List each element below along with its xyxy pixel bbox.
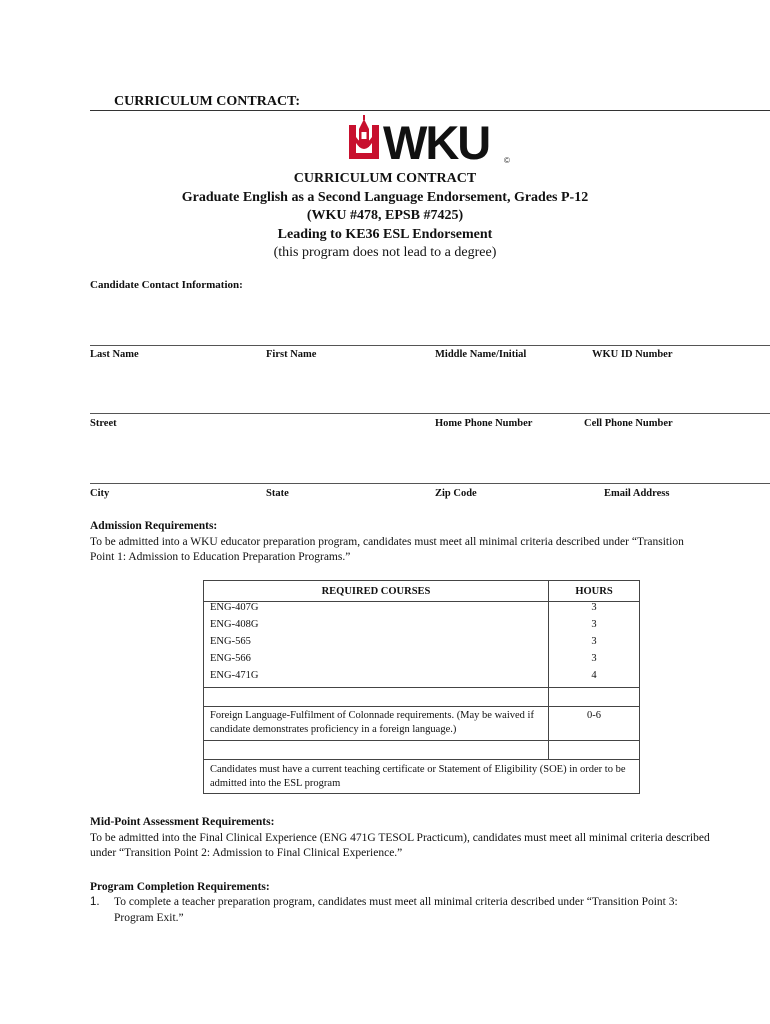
title-line-1: CURRICULUM CONTRACT [293, 171, 477, 186]
header-title: CURRICULUM CONTRACT: [114, 94, 301, 109]
title-line-5: (this program does not lead to a degree) [273, 245, 497, 260]
course-cell: ENG-408G [204, 619, 549, 636]
table-row [204, 653, 640, 670]
hours-cell: 3 [549, 653, 640, 670]
title-block [60, 170, 710, 263]
admission-section [90, 519, 710, 566]
midpoint-text: To be admitted into the Final Clinical Experience (ENG 471G TESOL Practicum), candidates must meet all minimal criteria described under “Transition Point 2: Admission to Final Clinical Experience.” [90, 831, 710, 859]
required-courses-table [203, 580, 640, 794]
city-label: City [90, 488, 110, 499]
list-item-text: To complete a teacher preparation program, candidates must meet all minimal criteria described under “Transition Point 3: Program Exit.” [114, 896, 678, 924]
completion-heading: Program Completion Requirements: [90, 881, 270, 893]
street-label: Street [90, 418, 117, 429]
contact-line-3[interactable] [90, 483, 770, 484]
list-item-number: 1. [90, 896, 100, 908]
midpoint-heading: Mid-Point Assessment Requirements: [90, 816, 275, 828]
table-header-row [204, 581, 640, 602]
middle-name-label: Middle Name/Initial [435, 349, 527, 360]
table-row [204, 619, 640, 636]
blank-row [204, 688, 640, 707]
course-cell: ENG-566 [204, 653, 549, 670]
home-phone-label: Home Phone Number [435, 418, 533, 429]
hours-cell: 3 [549, 602, 640, 620]
required-courses-header: REQUIRED COURSES [204, 581, 549, 602]
blank-row [204, 741, 640, 760]
foreign-language-cell: Foreign Language-Fulfilment of Colonnade requirements. (May be waived if candidate demonstrates proficiency in a foreign language.) [204, 707, 549, 741]
table-row [204, 602, 640, 620]
list-item [90, 895, 710, 926]
contact-heading: Candidate Contact Information: [90, 279, 243, 291]
certificate-note: Candidates must have a current teaching certificate or Statement of Eligibility (SOE) in order to be admitted into the ESL program [204, 760, 640, 794]
wku-id-label: WKU ID Number [592, 349, 673, 360]
hours-cell: 3 [549, 636, 640, 653]
course-cell: ENG-565 [204, 636, 549, 653]
contact-line-1[interactable] [90, 345, 770, 346]
first-name-label: First Name [266, 349, 317, 360]
email-label: Email Address [604, 488, 670, 499]
admission-heading: Admission Requirements: [90, 520, 218, 532]
contact-line-2[interactable] [90, 413, 770, 414]
title-line-2: Graduate English as a Second Language Endorsement, Grades P-12 [181, 189, 589, 205]
title-line-3: (WKU #478, EPSB #7425) [306, 208, 464, 223]
foreign-language-hours: 0-6 [549, 707, 640, 741]
midpoint-section [90, 815, 710, 862]
completion-heading-wrap [90, 880, 710, 896]
cell-phone-label: Cell Phone Number [584, 418, 673, 429]
title-line-4: Leading to KE36 ESL Endorsement [277, 226, 493, 242]
hours-cell: 4 [549, 670, 640, 688]
admission-text: To be admitted into a WKU educator preparation program, candidates must meet all minimal criteria described under “Transition Point 1: Admission to Education Preparation Programs.” [90, 535, 684, 563]
table-row [204, 670, 640, 688]
note-row [204, 760, 640, 794]
course-cell: ENG-471G [204, 670, 549, 688]
foreign-language-row [204, 707, 640, 741]
copyright-mark: © [504, 156, 510, 165]
logo-wordmark: WKU [383, 116, 490, 165]
last-name-label: Last Name [90, 349, 139, 360]
zip-code-label: Zip Code [435, 488, 477, 499]
table-row [204, 636, 640, 653]
completion-list [90, 895, 710, 926]
state-label: State [266, 488, 289, 499]
header-rule [90, 110, 770, 111]
wku-logo [347, 115, 513, 165]
hours-cell: 3 [549, 619, 640, 636]
hours-header: HOURS [549, 581, 640, 602]
course-cell: ENG-407G [204, 602, 549, 620]
